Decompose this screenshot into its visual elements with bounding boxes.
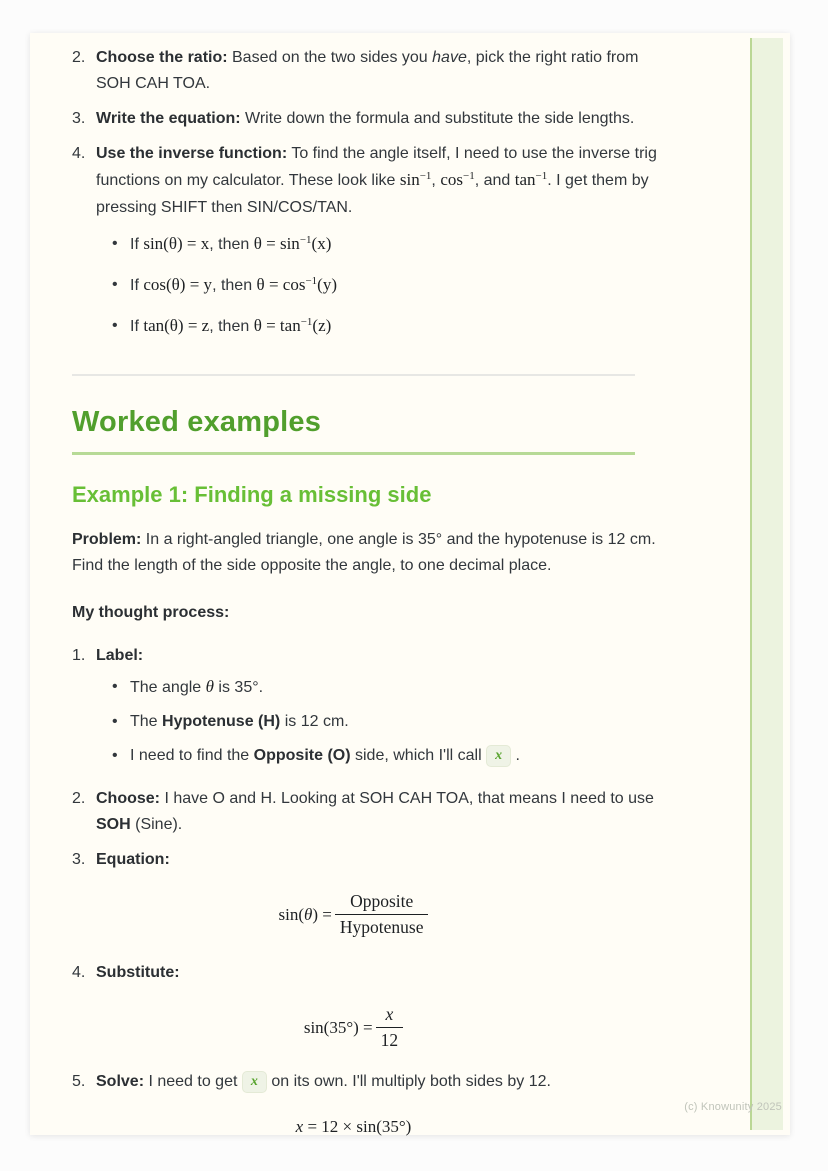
step-number: 5. [72,1073,86,1090]
page-content [30,33,658,1137]
text-run: The angle [130,679,206,696]
bullet-icon [112,743,130,769]
step-body [96,960,658,986]
bullet-text [130,674,263,701]
math-superscript: −1 [305,275,318,287]
text-run: I have O and H. Looking at SOH CAH TOA, that means I need to use [160,790,654,807]
math-run: (z) [312,316,332,335]
document-page [30,33,790,1135]
fraction-denominator: 12 [380,1030,399,1050]
math-fn: tan [514,170,536,189]
label-bullets [96,674,658,769]
math-lhs [304,1018,373,1038]
section-divider [72,374,635,376]
fraction-numerator: Opposite [335,891,429,915]
math-expression: cos(θ) = y [143,275,213,294]
text-run: The [130,713,163,730]
math-cos-inverse [440,170,474,189]
math-theta: θ [304,904,313,924]
bullet-text [130,231,331,259]
step-lead: Write the equation: [96,110,241,127]
text-run: is 35°. [213,679,264,696]
bold-run: SOH [96,816,131,833]
example-step-1 [72,643,658,777]
list-item [96,674,658,701]
math-fn: sin [399,170,420,189]
inverse-rules-list [96,231,658,341]
step-text-run: , [431,172,441,189]
text-run: on its own. I'll multiply both sides by 12. [266,1073,551,1090]
step-text-run: Write down the formula and substitute the side lengths. [240,110,635,127]
step-number: 4. [72,145,86,162]
step-text-run: To find the angle itself, I need to use the inverse trig functions on my calculator. These look like [96,145,657,189]
step-text-run: . I get them by pressing SHIFT then SIN/COS/TAN. [96,172,649,216]
step-body [96,141,658,354]
problem-lead: Problem: [72,531,142,548]
example-step-4 [72,960,658,986]
text-run: I need to find the [130,747,254,764]
list-item [96,743,658,769]
step-text [96,106,658,132]
text-run: If [130,236,144,253]
math-superscript: −1 [300,316,313,328]
step-lead: Label: [96,647,144,664]
list-item [96,272,658,300]
list-item [96,313,658,341]
step-body [96,847,658,873]
step-text [96,786,658,838]
text-run: (Sine). [130,816,183,833]
text-run: . [511,747,520,764]
example-step-3 [72,847,658,873]
step-number: 2. [72,790,86,807]
step-text-run: Based on the two sides you [227,49,433,66]
example-subheading: Example 1: Finding a missing side [72,482,432,507]
math-expression [254,234,332,253]
inline-code-x: x [242,1071,267,1093]
bullet-text [130,313,331,341]
bullet-text [130,743,520,769]
bullet-text [130,709,349,735]
formula-sine-ratio [72,891,635,938]
problem-text: In a right-angled triangle, one angle is 35° and the hypotenuse is 12 cm. Find the length of the side opposite the angle, to one decimal place. [72,531,656,574]
math-lhs [279,905,332,925]
thought-process-lead [72,600,658,626]
bold-run: Hypotenuse (H) [162,713,281,730]
math-superscript: −1 [299,234,312,246]
step-number: 4. [72,964,86,981]
list-item [96,231,658,259]
step-text [96,960,658,986]
math-run: sin(35°) = [303,1017,373,1037]
math-var-x: x [295,1117,304,1136]
bold-run: Opposite (O) [253,747,351,764]
fraction-denominator: Hypotenuse [339,917,424,937]
step-text [96,1069,658,1095]
step-lead: Equation: [96,851,170,868]
inline-code-x: x [486,745,511,767]
math-run: sin( [278,904,305,924]
step-number: 3. [72,851,86,868]
step-lead: Use the inverse function: [96,145,288,162]
example-step-2 [72,786,658,838]
step-item-2 [72,45,658,97]
math-sin-inverse [400,170,432,189]
fraction-numerator: x [376,1004,404,1028]
step-text [96,141,658,221]
step-body [96,45,658,97]
step-text [96,847,658,873]
math-theta: θ [205,677,214,696]
text-run: , then [209,236,254,253]
step-body [96,786,658,838]
text-run: side, which I'll call [350,747,487,764]
text-run: I need to get [144,1073,242,1090]
step-body [96,643,658,777]
list-item [96,709,658,735]
text-run: If [130,277,144,294]
math-run: (x) [311,234,332,253]
step-number: 1. [72,647,86,664]
math-run: θ = cos [256,275,306,294]
math-run: (y) [317,275,337,294]
text-run: is 12 cm. [280,713,349,730]
fraction [376,1004,404,1051]
bullet-text [130,272,337,300]
step-item-4 [72,141,658,354]
bullet-icon [112,313,130,341]
step-lead: Solve: [96,1073,145,1090]
problem-statement [72,527,658,579]
math-superscript: −1 [535,170,548,182]
text-run: , then [212,277,257,294]
math-expression [296,1117,412,1137]
watermark: (c) Knowunity 2025 [684,1101,782,1113]
math-run: = 12 × sin(35°) [303,1117,412,1136]
math-expression [257,275,337,294]
step-lead: Substitute: [96,964,180,981]
math-fn: cos [440,170,463,189]
math-superscript: −1 [419,170,432,182]
step-number: 3. [72,110,86,127]
math-expression [254,316,332,335]
example-steps-list [72,643,658,1137]
math-expression: tan(θ) = z [143,316,210,335]
thought-lead-text: My thought process: [72,604,230,621]
section-heading: Worked examples [72,406,635,455]
text-run: If [130,318,144,335]
formula-solve [72,1117,635,1137]
text-run: , then [209,318,254,335]
step-body [96,1069,658,1095]
step-body [96,106,658,132]
page-accent-strip [750,38,783,1130]
step-lead: Choose the ratio: [96,49,228,66]
bullet-icon [112,231,130,259]
math-run: θ = tan [253,316,301,335]
step-text [96,45,658,97]
step-lead: Choose: [96,790,160,807]
math-run: θ = sin [253,234,300,253]
bullet-icon [112,272,130,300]
step-text-run: , pick the right ratio from SOH CAH TOA. [96,49,639,92]
step-emphasis: have [432,49,467,66]
bullet-icon [112,709,130,735]
math-run: ) = [312,904,332,924]
math-expression: sin(θ) = x [143,234,210,253]
example-step-5 [72,1069,658,1095]
step-text [96,643,658,669]
bullet-icon [112,674,130,701]
math-superscript: −1 [462,170,475,182]
fraction [335,891,429,938]
math-tan-inverse [515,170,548,189]
step-number: 2. [72,49,86,66]
formula-substituted [72,1004,635,1051]
step-item-3 [72,106,658,132]
step-text-run: , and [474,172,515,189]
